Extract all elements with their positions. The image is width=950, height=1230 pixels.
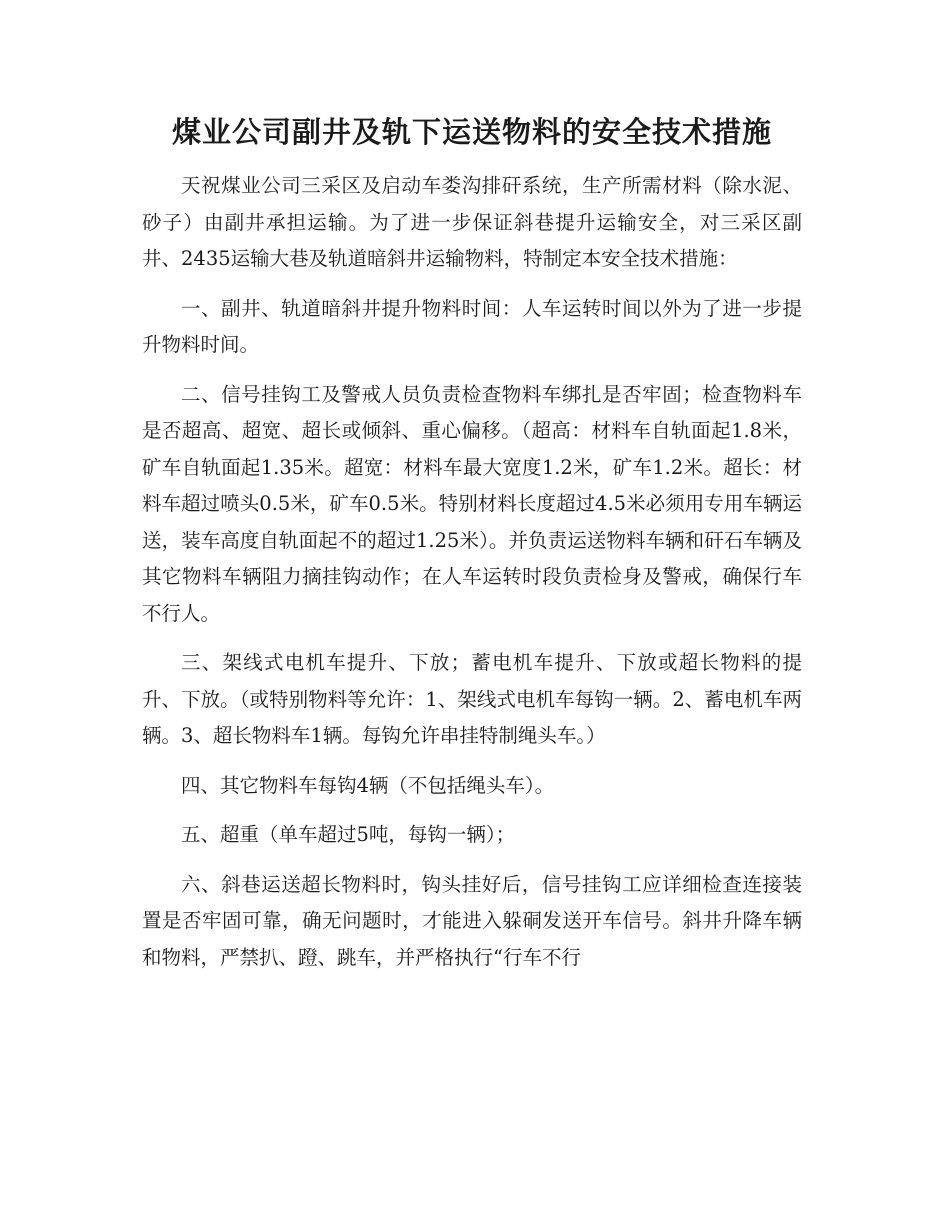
paragraph-intro: 天祝煤业公司三采区及启动车娄沟排矸系统，生产所需材料（除水泥、砂子）由副井承担运输。为了进一步保证斜巷提升运输安全，对三采区副井、2435运输大巷及轨道暗斜井运输物料，特制定本安全技术措施：	[142, 174, 802, 270]
paragraph-6: 六、斜巷运送超长物料时，钩头挂好后，信号挂钩工应详细检查连接装置是否牢固可靠，确无问题时，才能进入躲硐发送开车信号。斜井升降车辆和物料，严禁扒、蹬、跳车，并严格执行“行车不行	[142, 872, 802, 969]
document-title: 煤业公司副井及轨下运送物料的安全技术措施	[171, 115, 772, 149]
paragraph-2: 二、信号挂钩工及警戒人员负责检查物料车绑扎是否牢固；检查物料车是否超高、超宽、超长或倾斜、重心偏移。（超高：材料车自轨面起1.8米，矿车自轨面起1.35米。超宽：材料车最大宽度1.2米，矿车1.2米。超长：材料车超过喷头0.5米，矿车0.5米。特别材料长度超过4.5米必须用专用车辆运送，装车高度自轨面起不的超过1.25米）。并负责运送物料车辆和矸石车辆及其它物料车辆阻力摘挂钩动作；在人车运转时段负责检身及警戒，确保行车不行人。	[142, 382, 802, 625]
document-page	[142, 112, 802, 989]
paragraph-3: 三、架线式电机车提升、下放；蓄电机车提升、下放或超长物料的提升、下放。（或特别物料等允许：1、架线式电机车每钩一辆。2、蓄电机车两辆。3、超长物料车1辆。每钩允许串挂特制绳头车。）	[142, 651, 802, 747]
paragraph-5: 五、超重（单车超过5吨，每钩一辆）；	[181, 823, 516, 846]
paragraph-1: 一、副井、轨道暗斜井提升物料时间：人车运转时间以外为了进一步提升物料时间。	[142, 296, 802, 356]
paragraph-4: 四、其它物料车每钩4辆（不包括绳头车）。	[181, 773, 555, 797]
